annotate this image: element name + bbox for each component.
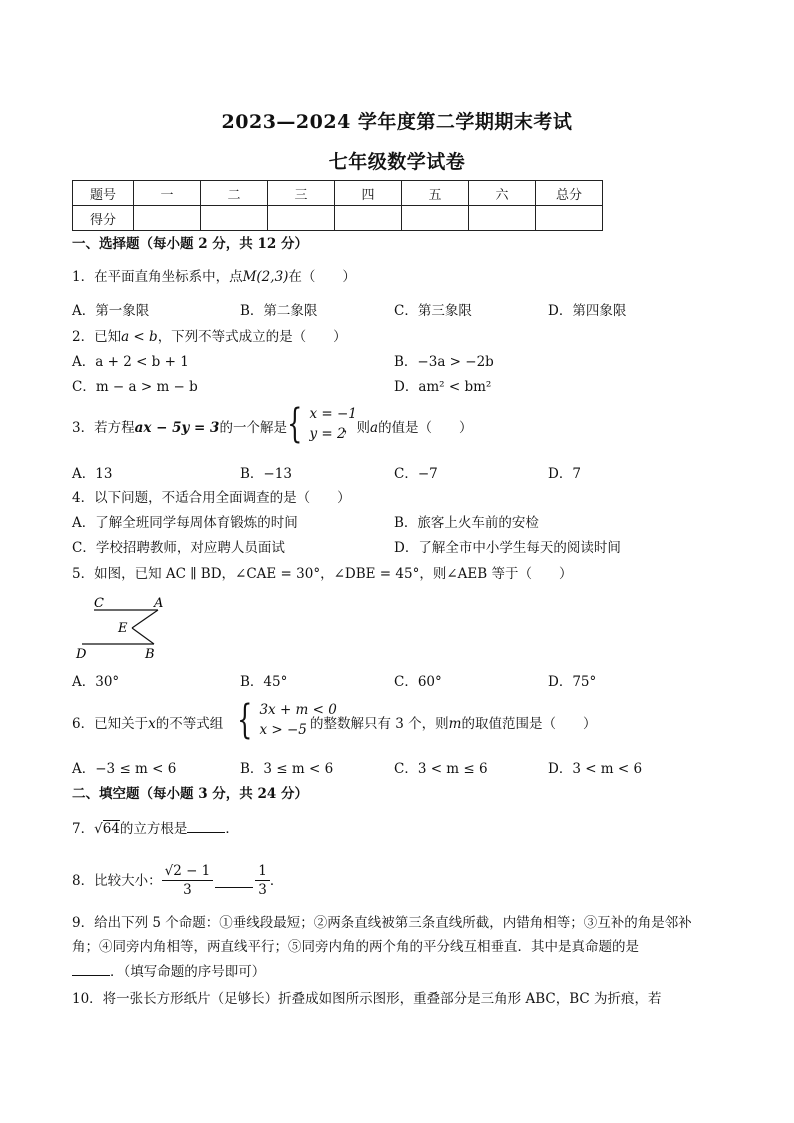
question-2-stem: [72, 327, 347, 347]
option-b[interactable]: B．45°: [240, 674, 288, 690]
option-a[interactable]: A．−3 ≤ m < 6: [72, 761, 177, 777]
score-cell[interactable]: [536, 206, 603, 231]
question-6-stem: [72, 714, 223, 734]
option-c[interactable]: C．m − a > m − b: [72, 379, 198, 395]
line-eb: [132, 628, 154, 644]
fraction-numerator: √2 − 1: [162, 862, 214, 881]
geometry-figure: [72, 592, 182, 664]
fraction-right: [255, 862, 270, 899]
point-label: E: [118, 621, 128, 636]
stem-text: 的立方根是: [119, 821, 188, 837]
option-a[interactable]: A．第一象限: [72, 303, 150, 319]
point-label: A: [154, 596, 164, 611]
score-cell[interactable]: [268, 206, 335, 231]
radicand: 64: [102, 821, 120, 837]
option-c[interactable]: C．学校招聘教师，对应聘人员面试: [72, 540, 285, 556]
math-var: m: [448, 716, 462, 732]
math-expr: M(2,3): [242, 269, 289, 285]
system-line: 3x + m < 0: [259, 702, 337, 718]
section-heading: 一、选择题（每小题 2 分，共 12 分）: [72, 236, 308, 252]
stem-text: ，则: [343, 420, 370, 436]
exam-title: 2023—2024 学年度第二学期期末考试: [221, 111, 573, 133]
system-line: y = 2: [309, 426, 346, 442]
answer-blank[interactable]: [72, 961, 110, 976]
question-9-line-1: 9．给出下列 5 个命题：①垂线段最短；②两条直线被第三条直线所截，内错角相等；③互补的角是邻补: [72, 915, 692, 931]
score-cell[interactable]: [469, 206, 536, 231]
stem-text: 7．: [72, 821, 95, 837]
point-label: D: [76, 647, 87, 662]
fraction-left: [162, 862, 214, 899]
question-8-stem: [72, 862, 283, 899]
math-expr: a < b: [121, 329, 158, 345]
stem-text: ，下列不等式成立的是（ ）: [157, 329, 347, 345]
option-a[interactable]: A．了解全班同学每周体育锻炼的时间: [72, 515, 298, 531]
fraction-numerator: 1: [255, 862, 270, 881]
option-d[interactable]: D．了解全市中小学生每天的阅读时间: [394, 540, 621, 556]
stem-text: 6．已知关于: [72, 716, 149, 732]
option-b[interactable]: B．第二象限: [240, 303, 318, 319]
question-10-line-1: 10．将一张长方形纸片（足够长）折叠成如图所示图形，重叠部分是三角形 ABC，BC 为折痕，若: [72, 991, 662, 1007]
brace-icon: {: [237, 697, 253, 743]
table-cell: 二: [201, 181, 268, 206]
option-d[interactable]: D．75°: [548, 674, 597, 690]
answer-blank[interactable]: [187, 818, 225, 833]
table-cell: 题号: [73, 181, 134, 206]
table-cell: 得分: [73, 206, 134, 231]
table-cell: 三: [268, 181, 335, 206]
option-a[interactable]: A．30°: [72, 674, 120, 690]
stem-text: 2．已知: [72, 329, 122, 345]
option-b[interactable]: B．−13: [240, 466, 292, 482]
stem-text: 的整数解只有 3 个，则: [310, 716, 449, 732]
option-c[interactable]: C．60°: [394, 674, 442, 690]
option-c[interactable]: C．3 < m ≤ 6: [394, 761, 488, 777]
question-6-tail: [310, 714, 596, 734]
table-cell: 五: [402, 181, 469, 206]
stem-text: 3．若方程: [72, 420, 135, 436]
question-9-line-3: [72, 961, 265, 982]
point-label: B: [145, 647, 155, 662]
math-var: x: [148, 716, 156, 732]
question-3-stem: [72, 418, 287, 438]
table-cell: 一: [134, 181, 201, 206]
option-d[interactable]: D．7: [548, 466, 581, 482]
section-heading: 二、填空题（每小题 3 分，共 24 分）: [72, 786, 308, 802]
stem-text: 1．在平面直角坐标系中，点: [72, 269, 243, 285]
option-d[interactable]: D．第四象限: [548, 303, 627, 319]
stem-text: 的一个解是: [219, 420, 287, 436]
option-b[interactable]: B．3 ≤ m < 6: [240, 761, 334, 777]
stem-text: ．（填写命题的序号即可）: [110, 964, 266, 980]
question-7-stem: [72, 818, 239, 839]
system-line: x > −5: [259, 722, 307, 738]
score-table-score-row: [73, 206, 603, 231]
sqrt-icon: √: [94, 821, 103, 837]
question-3-tail: [343, 418, 473, 438]
score-cell[interactable]: [402, 206, 469, 231]
score-cell[interactable]: [134, 206, 201, 231]
table-cell: 总分: [536, 181, 603, 206]
line-ae: [132, 610, 158, 628]
stem-text: ．: [269, 872, 284, 889]
score-table: [72, 180, 603, 231]
answer-blank[interactable]: [215, 873, 253, 888]
math-var: a: [370, 420, 379, 436]
stem-text: 8．比较大小：: [72, 872, 162, 889]
stem-text: 的值是（ ）: [378, 420, 473, 436]
question-5-stem: 5．如图，已知 AC ∥ BD，∠CAE = 30°，∠DBE = 45°，则∠AEB 等于（ ）: [72, 566, 573, 582]
option-d[interactable]: D．3 < m < 6: [548, 761, 643, 777]
score-cell[interactable]: [201, 206, 268, 231]
brace-icon: {: [287, 401, 303, 447]
option-c[interactable]: C．−7: [394, 466, 438, 482]
stem-text: 的不等式组: [155, 716, 224, 732]
question-4-stem: 4．以下问题，不适合用全面调查的是（ ）: [72, 490, 351, 506]
table-cell: 六: [469, 181, 536, 206]
score-table-header-row: [73, 181, 603, 206]
math-expr: ax − 5y = 3: [134, 420, 220, 436]
option-c[interactable]: C．第三象限: [394, 303, 472, 319]
option-b[interactable]: B．−3a > −2b: [394, 354, 494, 370]
question-9-line-2: 角；④同旁内角相等，两直线平行；⑤同旁内角的两个角的平分线互相垂直．其中是真命题的是: [72, 939, 639, 955]
stem-text: ．: [225, 821, 239, 837]
point-label: C: [94, 596, 104, 611]
option-d[interactable]: D．am² < bm²: [394, 379, 492, 395]
option-a[interactable]: A．13: [72, 466, 113, 482]
stem-text: 的取值范围是（ ）: [461, 716, 597, 732]
exam-subtitle: 七年级数学试卷: [328, 151, 466, 173]
table-cell: 四: [335, 181, 402, 206]
system-line: x = −1: [309, 406, 357, 422]
question-1-stem: [72, 267, 356, 287]
fraction-denominator: 3: [258, 882, 267, 898]
fraction-denominator: 3: [183, 882, 192, 898]
option-b[interactable]: B．旅客上火车前的安检: [394, 515, 539, 531]
score-cell[interactable]: [335, 206, 402, 231]
option-a[interactable]: A．a + 2 < b + 1: [72, 354, 189, 370]
stem-text: 在（ ）: [288, 269, 356, 285]
